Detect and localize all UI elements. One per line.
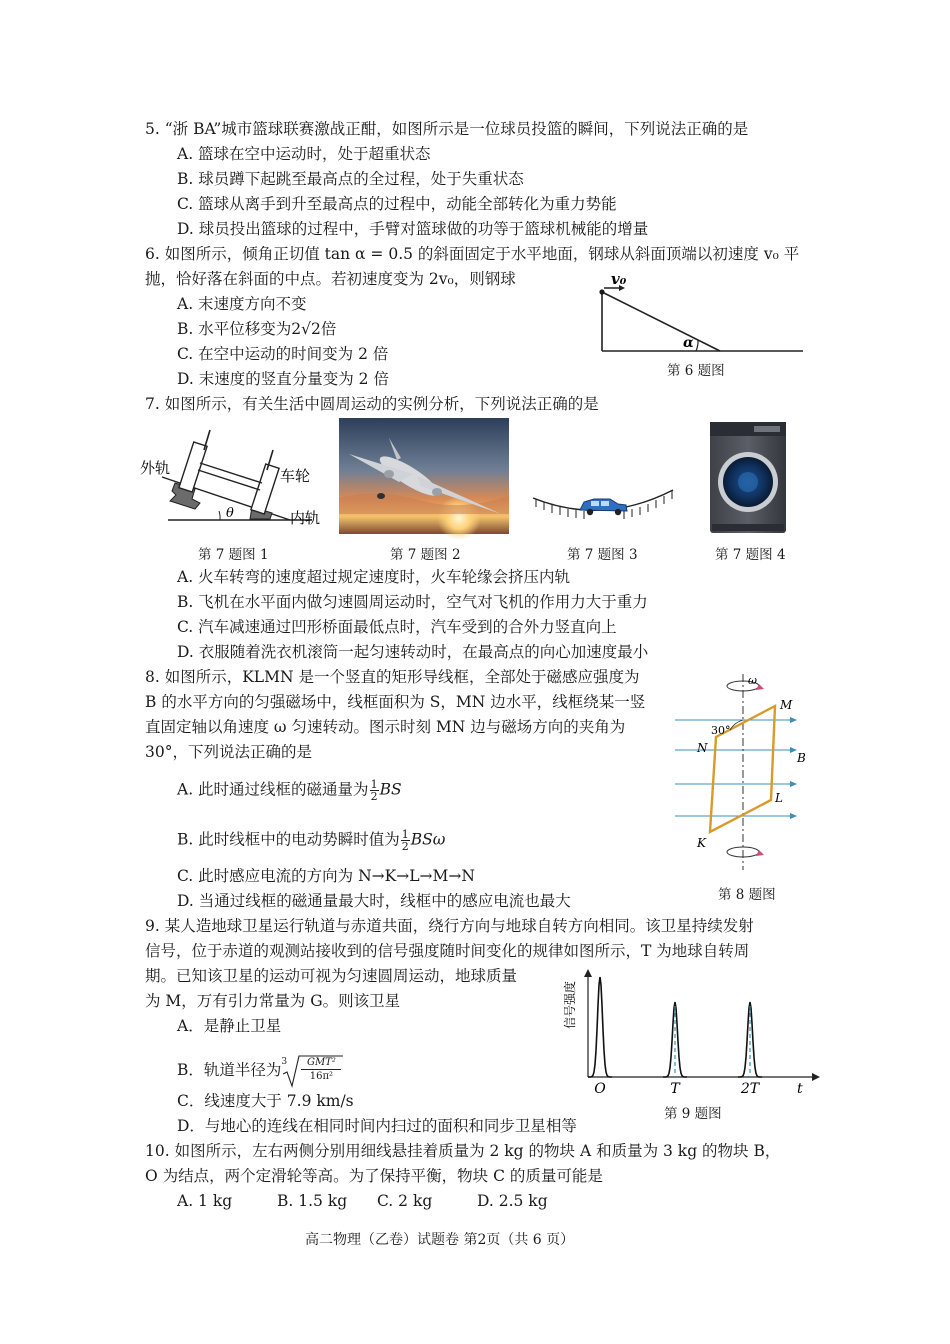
- signal-peak-0: [588, 977, 612, 1077]
- page-footer: 高二物理（乙卷）试题卷 第2页（共 6 页）: [305, 1232, 575, 1248]
- q5-option-b: B. 球员蹲下起跳至最高点的全过程，处于失重状态: [177, 170, 524, 188]
- q7-wheel-label: 车轮: [280, 467, 311, 485]
- q6-incline-figure: [595, 270, 810, 355]
- q7-caption-2: 第 7 题图 2: [390, 547, 461, 563]
- q10-stem-line2: O 为结点，两个定滑轮等高。为了保持平衡，物块 C 的质量可能是: [145, 1167, 603, 1185]
- q8-caption: 第 8 题图: [718, 887, 776, 903]
- q8-stem-line1: 8. 如图所示，KLMN 是一个竖直的矩形导线框，全部处于磁感应强度为: [145, 668, 640, 686]
- q10-option-d: D. 2.5 kg: [477, 1192, 548, 1210]
- q7-option-d: D. 衣服随着洗衣机滚筒一起匀速转动时，在最高点的向心加速度最小: [177, 643, 649, 661]
- q6-stem-line1: 6. 如图所示，倾角正切值 tan α = 0.5 的斜面固定于水平地面，钢球从斜面顶端以初速度 v₀ 平: [145, 245, 800, 263]
- q8-M-label: M: [780, 698, 793, 712]
- q9-option-d: D．与地心的连线在相同时间内扫过的面积和同步卫星相等: [177, 1117, 577, 1135]
- q10-option-b: B. 1.5 kg: [277, 1192, 348, 1210]
- q9-stem-line4: 为 M，万有引力常量为 G。则该卫星: [145, 992, 401, 1010]
- q5-option-c: C. 篮球从离手到升至最高点的过程中，动能全部转化为重力势能: [177, 195, 617, 213]
- q9-option-a: A．是静止卫星: [177, 1017, 282, 1035]
- q9-stem-line3: 期。已知该卫星的运动可视为匀速圆周运动，地球质量: [145, 967, 518, 985]
- q6-v0-label: v₀: [611, 270, 627, 288]
- q9-ylabel: 信号强度: [563, 980, 577, 1030]
- q9-signal-chart: [560, 965, 825, 1100]
- q7-inner-rail-label: 内轨: [290, 509, 321, 527]
- q7-option-b: B. 飞机在水平面内做匀速圆周运动时，空气对飞机的作用力大于重力: [177, 593, 648, 611]
- q7-caption-4: 第 7 题图 4: [715, 547, 786, 563]
- q8-option-a: A. 此时通过线框的磁通量为 $\frac{1}{2}$ BS: [177, 778, 402, 803]
- q9-stem-line2: 信号，位于赤道的观测站接收到的信号强度随时间变化的规律如图所示，T 为地球自转周: [145, 942, 750, 960]
- q5-option-a: A. 篮球在空中运动时，处于超重状态: [177, 145, 431, 163]
- q10-option-a: A. 1 kg: [177, 1192, 233, 1210]
- q6-option-d: D. 末速度的竖直分量变为 2 倍: [177, 370, 389, 388]
- x-tick-label: T: [670, 1081, 680, 1097]
- q8-option-c: C. 此时感应电流的方向为 N→K→L→M→N: [177, 867, 475, 885]
- q7-fig3-concave-bridge: [528, 480, 678, 530]
- q6-caption: 第 6 题图: [667, 363, 725, 379]
- q9-stem-line1: 9. 某人造地球卫星运行轨道与赤道共面，绕行方向与地球自转方向相同。该卫星持续发射: [145, 917, 754, 935]
- q7-stem: 7. 如图所示，有关生活中圆周运动的实例分析，下列说法正确的是: [145, 395, 599, 413]
- q7-fig4-washing-machine: [708, 420, 788, 535]
- q9-xlabel: t: [797, 1081, 803, 1097]
- q7-caption-3: 第 7 题图 3: [567, 547, 638, 563]
- q9-caption: 第 9 题图: [664, 1106, 722, 1122]
- fraction-one-half: $\frac{1}{2}$: [370, 778, 378, 803]
- q7-option-c: C. 汽车减速通过凹形桥面最低点时，汽车受到的合外力竖直向上: [177, 618, 617, 636]
- q8-N-label: N: [697, 741, 708, 755]
- q8-K-label: K: [697, 836, 706, 850]
- q8-stem-line4: 30°，下列说法正确的是: [145, 743, 312, 761]
- q5-stem: 5. “浙 BA”城市篮球联赛激战正酣，如图所示是一位球员投篮的瞬间，下列说法正确的是: [145, 120, 749, 138]
- q8-stem-line2: B 的水平方向的匀强磁场中，线框面积为 S，MN 边水平，线框绕某一竖: [145, 693, 646, 711]
- q6-option-c: C. 在空中运动的时间变为 2 倍: [177, 345, 389, 363]
- cube-root-expression: 3 GMT² 16π²: [281, 1054, 345, 1088]
- q8-angle-label: 30°: [711, 724, 731, 737]
- q8-option-b: B. 此时线框中的电动势瞬时值为 $\frac{1}{2}$ BSω: [177, 828, 446, 853]
- fraction-one-half: $\frac{1}{2}$: [401, 828, 409, 853]
- q9-option-b: B．轨道半径为 3 GMT² 16π²: [177, 1054, 345, 1088]
- q7-caption-1: 第 7 题图 1: [198, 547, 269, 563]
- q9-option-c: C．线速度大于 7.9 km/s: [177, 1092, 354, 1110]
- q7-option-a: A. 火车转弯的速度超过规定速度时，火车轮缘会挤压内轨: [177, 568, 571, 586]
- q10-option-c: C. 2 kg: [377, 1192, 433, 1210]
- q7-theta-label: θ: [226, 506, 234, 521]
- q10-stem-line1: 10. 如图所示，左右两侧分别用细线悬挂着质量为 2 kg 的物块 A 和质量为 3 kg 的物块 B，: [145, 1142, 781, 1160]
- q8-omega-label: ω: [748, 674, 757, 687]
- q6-alpha-label: α: [683, 335, 694, 351]
- x-tick-label: O: [594, 1081, 606, 1097]
- q8-stem-line3: 直固定轴以角速度 ω 匀速转动。图示时刻 MN 边与磁场方向的夹角为: [145, 718, 626, 736]
- x-tick-label: 2T: [740, 1081, 760, 1097]
- q8-rotating-coil-figure: [675, 672, 815, 872]
- q6-option-b: B. 水平位移变为2√2倍: [177, 320, 337, 338]
- q7-fig2-airplane-photo: [339, 418, 509, 534]
- q6-stem-line2: 抛，恰好落在斜面的中点。若初速度变为 2v₀，则钢球: [145, 270, 516, 288]
- q8-B-label: B: [797, 751, 806, 765]
- q8-option-d: D. 当通过线框的磁通量最大时，线框中的感应电流也最大: [177, 892, 571, 910]
- q7-fig1-train-track: [140, 425, 340, 530]
- car-icon: [580, 499, 627, 515]
- q7-outer-rail-label: 外轨: [140, 459, 171, 477]
- q8-L-label: L: [775, 791, 783, 805]
- q6-option-a: A. 末速度方向不变: [177, 295, 307, 313]
- q5-option-d: D. 球员投出篮球的过程中，手臂对篮球做的功等于篮球机械能的增量: [177, 220, 649, 238]
